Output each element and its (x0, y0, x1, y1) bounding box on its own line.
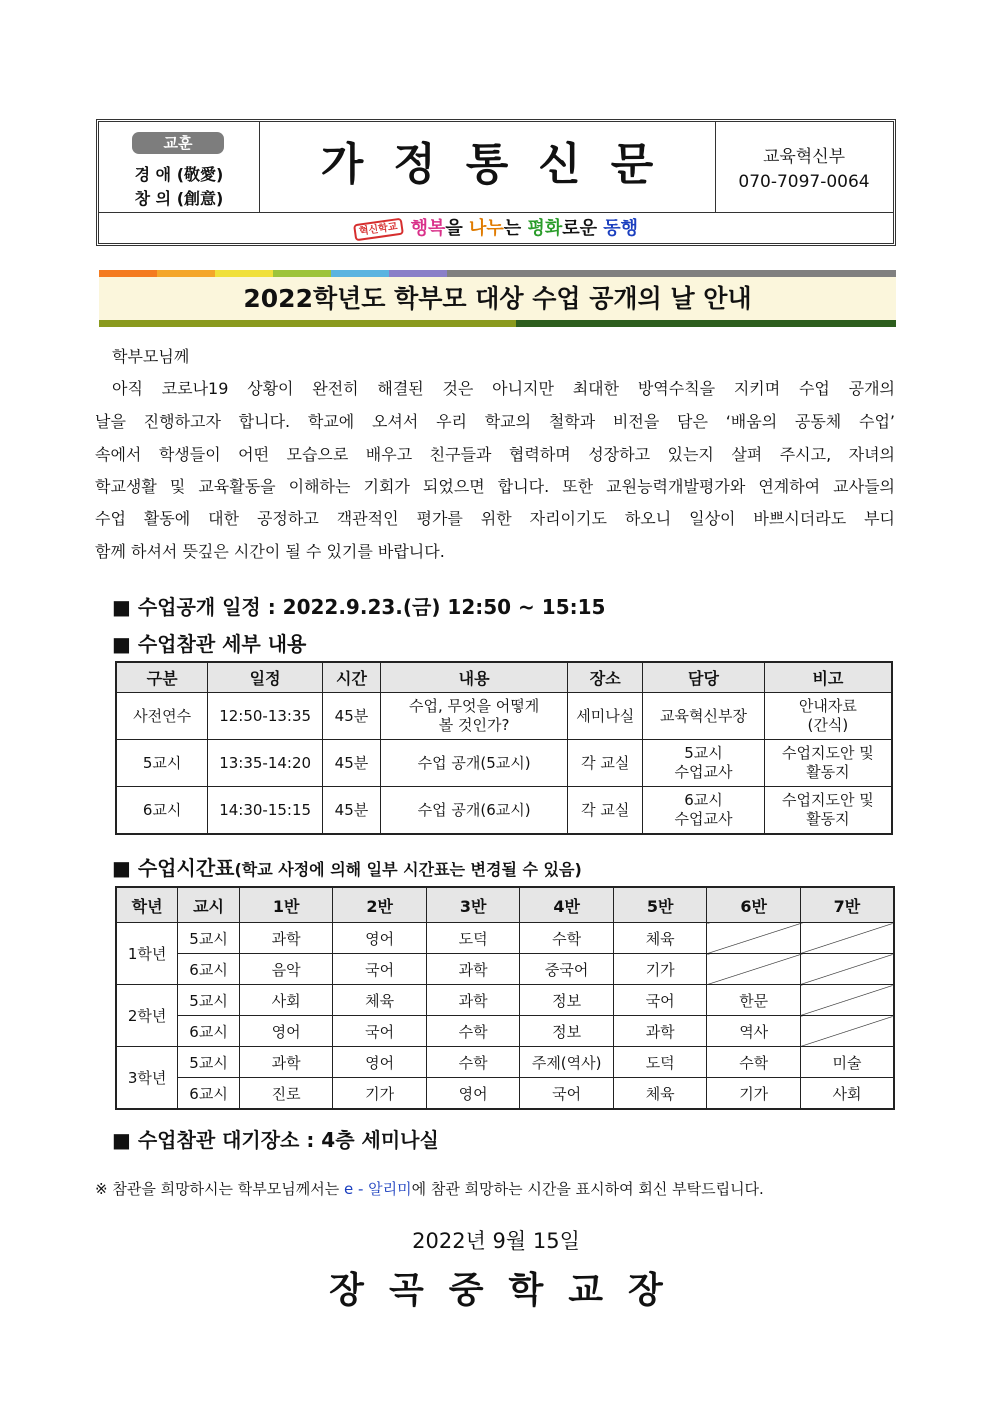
table-cell: 기가 (707, 1078, 801, 1110)
section-timetable (112, 852, 582, 881)
table-cell: 12:50-13:35 (208, 693, 323, 740)
column-header: 5반 (613, 887, 707, 923)
table-cell (764, 693, 892, 740)
empty-slash-cell (800, 923, 894, 954)
column-header: 학년 (116, 887, 178, 923)
table-cell: 과학 (239, 1047, 333, 1078)
note-text-pre: ※ 참관을 희망하시는 학부모님께서는 (95, 1180, 344, 1198)
cell-line: 활동지 (806, 810, 850, 828)
table-cell: 과학 (239, 923, 333, 954)
cell-line: 활동지 (806, 763, 850, 781)
table-cell: 음악 (239, 954, 333, 985)
table-header-row (116, 662, 892, 693)
table-cell: 45분 (323, 740, 381, 787)
section-timetable-note: (학교 사정에 의해 일부 시간표는 변경될 수 있음) (234, 860, 582, 879)
period-cell: 5교시 (178, 923, 240, 954)
innovation-school-stamp: 혁신학교 (353, 217, 404, 241)
table-header-row (116, 887, 894, 923)
stripe-gray (447, 270, 896, 277)
empty-slash-cell (800, 954, 894, 985)
table-cell: 과학 (613, 1016, 707, 1047)
stripe-green (273, 270, 331, 277)
cell-line: 수업교사 (674, 810, 733, 828)
column-header: 4반 (520, 887, 614, 923)
motto-tag: 교훈 (132, 132, 224, 154)
letter-line: 속에서 학생들이 어떤 모습으로 배우고 친구들과 협력하며 성장하고 있는지 살펴 주시고, 자녀의 (95, 445, 895, 464)
table-row (116, 693, 892, 740)
empty-slash-cell (707, 954, 801, 985)
stripe-amber (157, 270, 215, 277)
motto-line-1: 경 애 (敬愛) (134, 165, 224, 184)
table-cell (380, 693, 567, 740)
column-header: 시간 (323, 662, 381, 693)
section-waiting-place: ■ 수업참관 대기장소 : 4층 세미나실 (112, 1128, 439, 1152)
slogan-word-1: 행복 (410, 218, 446, 239)
stripe-orange (99, 270, 157, 277)
table-row (116, 923, 894, 954)
table-cell (764, 787, 892, 835)
table-cell: 한문 (707, 985, 801, 1016)
slogan-word-5: 평화 (527, 218, 563, 239)
empty-slash-cell (800, 985, 894, 1016)
cell-line: 5교시 (684, 744, 723, 762)
principal-signature: 장곡중학교장 (329, 1270, 688, 1311)
table-cell: 사회 (800, 1078, 894, 1110)
table-cell: 과학 (426, 985, 520, 1016)
period-cell: 6교시 (178, 954, 240, 985)
table-cell: 진로 (239, 1078, 333, 1110)
table-cell: 역사 (707, 1016, 801, 1047)
table-cell: 도덕 (613, 1047, 707, 1078)
table-cell: 주제(역사) (520, 1047, 614, 1078)
grade-cell: 3학년 (116, 1047, 178, 1110)
table-row (116, 1016, 894, 1047)
table-cell: 국어 (520, 1078, 614, 1110)
period-cell: 6교시 (178, 1078, 240, 1110)
table-cell: 수학 (707, 1047, 801, 1078)
table-cell: 13:35-14:20 (208, 740, 323, 787)
section-timetable-title: ■ 수업시간표 (112, 856, 235, 880)
table-cell: 체육 (333, 985, 427, 1016)
table-cell: 영어 (333, 923, 427, 954)
slogan-word-3: 나누 (469, 218, 504, 239)
column-header: 6반 (707, 887, 801, 923)
letter-line: 학교생활 및 교육활동을 이해하는 기회가 되었으면 합니다. 또한 교원능력개발평가와 연계하여 교사들의 (95, 477, 895, 496)
table-cell: 6교시 (116, 787, 208, 835)
table-row (116, 1078, 894, 1110)
table-cell: 사전연수 (116, 693, 208, 740)
letter-line: 수업 활동에 대한 공정하고 객관적인 평가를 위한 자리이기도 하오니 일상이 바쁘시더라도 부디 (95, 509, 895, 528)
table-cell: 수학 (520, 923, 614, 954)
stripe-dark-green (516, 320, 896, 327)
table-cell: 중국어 (520, 954, 614, 985)
motto-line-2: 창 의 (創意) (134, 189, 224, 208)
table-cell: 정보 (520, 985, 614, 1016)
letter-line: 날을 진행하고자 합니다. 학교에 오셔서 우리 학교의 철학과 비전을 담은 ‘배움의 공동체 수업’ (95, 412, 895, 431)
column-header: 3반 (426, 887, 520, 923)
cell-line: 안내자료 (798, 697, 857, 715)
cell-line: 볼 것인가? (438, 716, 510, 734)
column-header: 1반 (239, 887, 333, 923)
cell-line: 수업지도안 및 (782, 791, 874, 809)
column-header: 장소 (568, 662, 643, 693)
table-cell: 정보 (520, 1016, 614, 1047)
period-cell: 5교시 (178, 1047, 240, 1078)
column-header: 일정 (208, 662, 323, 693)
header-top-row (99, 122, 893, 213)
table-cell: 수업 공개(6교시) (380, 787, 567, 835)
table-cell: 45분 (323, 787, 381, 835)
table-cell: 수업 공개(5교시) (380, 740, 567, 787)
school-motto (99, 122, 260, 212)
cell-line: 수업교사 (674, 763, 733, 781)
column-header: 비고 (764, 662, 892, 693)
newsletter-title: 가정통신문 (259, 122, 716, 212)
reply-note (95, 1178, 895, 1199)
department-name: 교육혁신부 (762, 147, 846, 167)
note-text-post: 에 참관 희망하는 시간을 표시하여 회신 부탁드립니다. (411, 1180, 764, 1198)
table-cell: 수학 (426, 1047, 520, 1078)
table-cell: 영어 (426, 1078, 520, 1110)
table-cell: 국어 (333, 1016, 427, 1047)
table-cell: 기가 (613, 954, 707, 985)
letter-line: 아직 코로나19 상황이 완전히 해결된 것은 아니지만 최대한 방역수칙을 지키며 수업 공개의 (112, 379, 895, 398)
table-cell: 45분 (323, 693, 381, 740)
column-header: 교시 (178, 887, 240, 923)
letter-line: 함께 하셔서 뜻깊은 시간이 될 수 있기를 바랍니다. (95, 542, 445, 561)
section-detail: ■ 수업참관 세부 내용 (112, 632, 307, 656)
grade-cell: 1학년 (116, 923, 178, 985)
detail-table (115, 661, 893, 835)
slogan-word-2: 을 (445, 218, 470, 239)
table-cell: 각 교실 (568, 740, 643, 787)
table-cell: 세미나실 (568, 693, 643, 740)
section-schedule: ■ 수업공개 일정 : 2022.9.23.(금) 12:50 ~ 15:15 (112, 595, 606, 619)
column-header: 구분 (116, 662, 208, 693)
stripe-olive (99, 320, 516, 327)
period-cell: 5교시 (178, 985, 240, 1016)
table-cell: 체육 (613, 923, 707, 954)
cell-line: 수업, 무엇을 어떻게 (409, 697, 540, 715)
empty-slash-cell (800, 1016, 894, 1047)
table-cell: 국어 (613, 985, 707, 1016)
column-header: 담당 (643, 662, 765, 693)
period-cell: 6교시 (178, 1016, 240, 1047)
table-cell: 14:30-15:15 (208, 787, 323, 835)
table-cell (643, 740, 765, 787)
table-cell: 영어 (333, 1047, 427, 1078)
table-cell: 체육 (613, 1078, 707, 1110)
table-row (116, 787, 892, 835)
cell-line: (간식) (807, 716, 849, 734)
slogan-word-6: 로운 (562, 218, 604, 239)
table-row (116, 985, 894, 1016)
school-slogan (99, 212, 893, 244)
table-row (116, 1047, 894, 1078)
department-info (715, 122, 893, 212)
slogan-word-7: 동행 (603, 218, 639, 239)
table-cell (643, 787, 765, 835)
cell-line: 수업지도안 및 (782, 744, 874, 762)
table-cell: 도덕 (426, 923, 520, 954)
slogan-word-4: 는 (503, 218, 528, 239)
column-header: 내용 (380, 662, 567, 693)
stripe-purple (389, 270, 447, 277)
department-phone: 070-7097-0064 (738, 172, 870, 192)
table-cell: 국어 (333, 954, 427, 985)
table-row (116, 954, 894, 985)
announcement-title: 2022학년도 학부모 대상 수업 공개의 날 안내 (243, 284, 752, 313)
cell-line: 6교시 (684, 791, 723, 809)
letter-body (95, 344, 895, 564)
column-header: 2반 (333, 887, 427, 923)
e-alimi-link[interactable]: e - 알리미 (344, 1180, 412, 1198)
issue-date: 2022년 9월 15일 (412, 1229, 580, 1253)
table-cell: 교육혁신부장 (643, 693, 765, 740)
newsletter-header (96, 119, 896, 246)
timetable (115, 886, 895, 1110)
column-header: 7반 (800, 887, 894, 923)
grade-cell: 2학년 (116, 985, 178, 1047)
stripe-yellow (215, 270, 273, 277)
table-cell: 미술 (800, 1047, 894, 1078)
table-cell: 각 교실 (568, 787, 643, 835)
table-cell: 사회 (239, 985, 333, 1016)
table-cell (764, 740, 892, 787)
table-cell: 기가 (333, 1078, 427, 1110)
table-cell: 수학 (426, 1016, 520, 1047)
table-cell: 과학 (426, 954, 520, 985)
table-cell: 5교시 (116, 740, 208, 787)
table-row (116, 740, 892, 787)
stripe-blue (331, 270, 389, 277)
letter-greeting: 학부모님께 (112, 347, 190, 366)
table-cell: 영어 (239, 1016, 333, 1047)
empty-slash-cell (707, 923, 801, 954)
